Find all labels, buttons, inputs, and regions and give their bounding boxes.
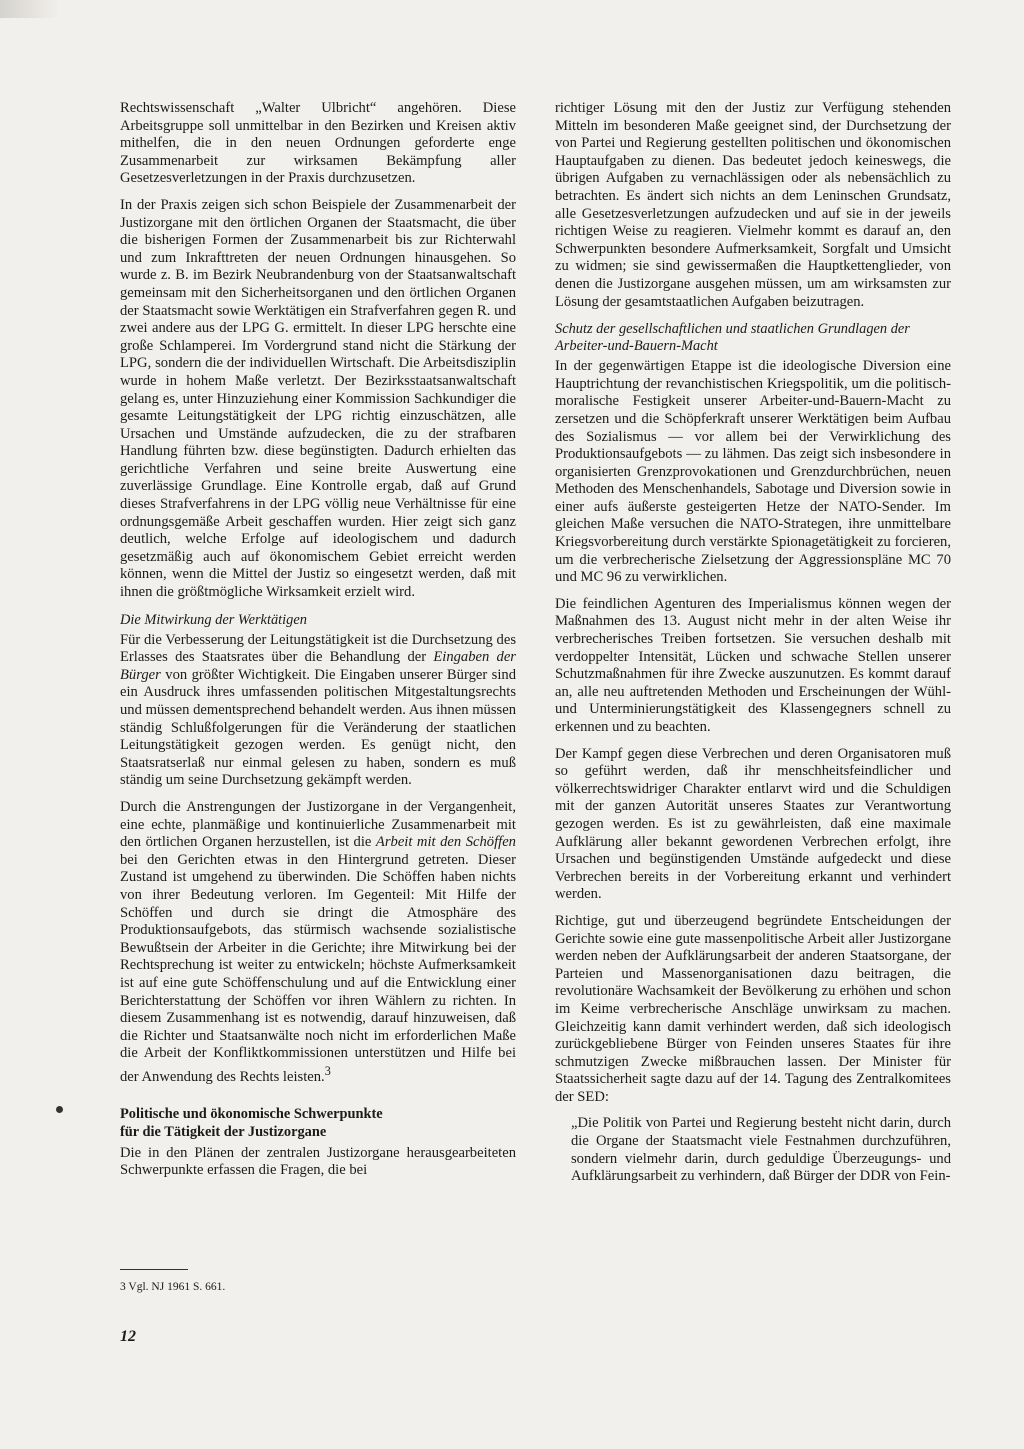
scan-dot <box>56 1106 63 1113</box>
section-heading: Die Mitwirkung der Werktätigen <box>120 611 307 628</box>
footnote-reference: 3 <box>324 1063 331 1078</box>
paragraph: Richtige, gut und überzeugend begründete Entscheidungen der Gerichte sowie eine gute massenpolitische Arbeit aller Justizorgane werden neben der Aufklärungsarbeit der anderen Staatsorgane, der Parteien und Massenorganisationen dazu beitragen, die revolutionäre Wachsamkeit der Bevölkerung zu erhöhen und schon im Keime verbrecherische Anschläge unwirksam zu machen. Gleichzeitig kann damit verhindert werden, daß sich ideologisch zurückgebliebene Bürger von Feinden unseres Staates für ihre schmutzigen Zwecke mißbrauchen lassen. Der Minister für Staatssicherheit sagte dazu auf der 14. Tagung des Zentralkomitees der SED: <box>555 912 951 1105</box>
paragraph: Der Kampf gegen diese Verbrechen und deren Organisatoren muß so geführt werden, daß ihr menschheitsfeindlicher und völkerrechtswidriger Charakter entlarvt wird und die Schuldigen mit der ganzen Autorität unseres Staates zur Verantwortung gezogen werden. Es ist zu gewährleisten, daß eine maximale Aufklärung aller bekannt gewordenen Verbrechen erfolgt, ihre Ursachen und begünstigenden Umstände aufgedeckt und diese Verbrechen bereits in der Vorbereitung erkannt und verhindert werden. <box>555 745 951 903</box>
paragraph: In der Praxis zeigen sich schon Beispiele der Zusammenarbeit der Justizorgane mit den örtlichen Organen der Staatsmacht, die über die bisherigen Formen der Zusammenarbeit bis zur Richterwahl und zum Inkrafttreten der neuen Ordnungen hinausgehen. So wurde z. B. im Bezirk Neubrandenburg von der Staatsanwaltschaft gemeinsam mit den Sicherheitsorganen und den örtlichen Organen der Staatsmacht sowie Werktätigen ein Strafverfahren gegen R. und zwei andere aus der LPG G. ermittelt. In dieser LPG herschte eine große Schlamperei. Im Vordergrund stand nicht die Stärkung der LPG, sondern die der individuellen Wirtschaft. Die Arbeitsdisziplin wurde in hohem Maße verletzt. Der Bezirksstaatsanwaltschaft gelang es, unter Hinzuziehung einer Kommission Sachkundiger die gesamte Leitungstätigkeit der LPG richtig einzuschätzen, alle Ursachen und Umstände aufzudecken, die zu der strafbaren Handlung führten bzw. diese begünstigten. Dadurch erhielten das gerichtliche Verfahren und seine breite Auswertung eine zuverlässige Grundlage. Eine Kontrolle ergab, daß auf Grund dieses Strafverfahrens in der LPG völlig neue Verhältnisse für eine ordnungsgemäße Arbeit geschaffen wurden. Hier zeigt sich ganz deutlich, welche Erfolge auf ideologischem und dadurch gesetzmäßig auch auf ökonomischem Gebiet erreicht werden können, wenn die Mittel der Justiz so eingesetzt werden, daß mit ihnen die größtmögliche Wirksamkeit erzielt wird. <box>120 196 516 601</box>
text-run: Durch die Anstrengungen der Justizorgane in der Vergangenheit, eine echte, planmäßige und kontinuierliche Zusammenarbeit mit den örtlichen Organen herzustellen, ist die <box>120 798 516 851</box>
heading-line: für die Tätigkeit der Justizorgane <box>120 1123 327 1140</box>
paragraph: In der gegenwärtigen Etappe ist die ideologische Diversion eine Hauptrichtung der revanchistischen Kriegspolitik, um die politisch-moralische Festigkeit unserer Arbeiter-und-Bauern-Macht zu zersetzen und die Schöpferkraft unserer Werktätigen beim Aufbau des Sozialismus — vor allem bei der Verwirklichung des Produktionsaufgebots — zu lähmen. Das zeigt sich insbesondere in organisierten Grenzprovokationen und Grenzdurchbrüchen, neuen Methoden des Menschenhandels, Sabotage und Diversion sowie in einer aufs äußerste gesteigerten Hetze der NATO-Sender. Im gleichen Maße versuchen die NATO-Strategen, ihre unmittelbare Kriegsvorbereitung durch verstärkte Spionagetätigkeit zu forcieren, um die verbrecherische Zielsetzung der Aggressionspläne MC 70 und MC 96 zu verwirklichen. <box>555 358 951 586</box>
text-run: Für die Verbesserung der Leitungstätigkeit ist die Durchsetzung des Erlasses des Staatsrates über die Behandlung der <box>120 631 516 666</box>
paragraph: Rechtswissenschaft „Walter Ulbricht“ angehören. Diese Arbeitsgruppe soll unmittelbar in den Bezirken und Kreisen aktiv mithelfen, die in den neuen Ordnungen geforderte enge Zusammenarbeit zur wirksamen Bekämpfung aller Gesetzesverletzungen in der Praxis durchzusetzen. <box>120 100 516 187</box>
emphasis: Arbeit mit den Schöffen <box>375 834 516 851</box>
paragraph: richtiger Lösung mit den der Justiz zur Verfügung stehenden Mitteln im besonderen Maße geeignet sind, der Durchsetzung der von Partei und Regierung gestellten politischen und ökonomischen Hauptaufgaben zu dienen. Das bedeutet jedoch keineswegs, die übrigen Aufgaben zu vernachlässigen oder als nebensächlich zu betrachten. Es ändert sich nichts an dem Leninschen Grundsatz, alle Gesetzesverletzungen aufzudecken und auf sie in der jeweils richtigen Weise zu reagieren. Vielmehr kommt es darauf an, den Schwerpunkten besondere Aufmerksamkeit, Sorgfalt und Umsicht zu widmen; sie sind gewissermaßen die Hauptkettenglieder, von denen die Justizorgane ausgehen müssen, um am wirksamsten zur Lösung der gesamtstaatlichen Aufgaben beizutragen. <box>555 100 951 310</box>
right-column <box>555 100 951 1186</box>
emphasis: Eingaben der Bürger <box>120 649 516 683</box>
paragraph <box>120 799 516 1086</box>
text-run: bei den Gerichten etwas in den Hintergrund getreten. Dieser Zustand ist umgehend zu überwinden. Die Schöffen haben nichts von ihrer Bedeutung verloren. Im Gegenteil: Mit Hilfe der Schöffen und durch sie dringt die Atmosphäre des Produktionsaufgebots, das stürmisch wachsende sozialistische Bewußtsein der Arbeiter in die Gerichte; ihre Mitwirkung bei der Rechtsprechung ist weiter zu entwickeln; höchste Aufmerksamkeit ist auf eine gute Schöffenschulung und auf die Entwicklung einer Berichterstattung der Schöffen vor ihren Wählern zu richten. In diesem Zusammenhang ist es notwendig, darauf hinzuweisen, daß die Richter und Staatsanwälte noch nicht im erforderlichen Maße die Arbeit der Konfliktkommissionen unterstützen und Hilfe bei der Anwendung des Rechts leisten. <box>120 851 516 1085</box>
heading-line: Politische und ökonomische Schwerpunkte <box>120 1106 383 1123</box>
scan-artifact <box>0 0 60 18</box>
section-heading: Schutz der gesellschaftlichen und staatlichen Grundlagen der Arbeiter-und-Bauern-Macht <box>555 321 910 355</box>
paragraph: Die in den Plänen der zentralen Justizorgane herausgearbeiteten Schwerpunkte erfassen die Fragen, die bei <box>120 1144 516 1179</box>
section-heading-bold <box>120 1106 516 1141</box>
footnote-divider <box>120 1269 188 1270</box>
left-column <box>120 100 516 1189</box>
paragraph <box>120 632 516 790</box>
quotation: „Die Politik von Partei und Regierung besteht nicht darin, durch die Organe der Staatsmacht viele Festnahmen durchzuführen, sondern vielmehr darin, durch geduldige Überzeugungs- und Aufklärungsarbeit zu verhindern, daß Bürger der DDR von Fein- <box>571 1115 951 1185</box>
footnote: 3 Vgl. NJ 1961 S. 661. <box>120 1281 226 1293</box>
paragraph: Die feindlichen Agenturen des Imperialismus können wegen der Maßnahmen des 13. August nicht mehr in der alten Weise ihr verbrecherisches Treiben fortsetzen. Sie versuchen deshalb mit verdoppelter Intensität, Lücken und schwache Stellen unserer Schutzmaßnahmen für ihre Zwecke auszunutzen. Es kommt darauf an, alle neu auftretenden Methoden und Erscheinungen der Wühl- und Unterminierungstätigkeit des Klassengegners schnell zu erkennen und zu beachten. <box>555 595 951 735</box>
page-number: 12 <box>120 1328 136 1345</box>
text-run: von größter Wichtigkeit. Die Eingaben unserer Bürger sind ein Ausdruck ihres umfassenden politischen Mitgestaltungsrechts und müssen dementsprechend behandelt werden. Aus ihnen müssen ständig Schlußfolgerungen für die Veränderung der staatlichen Leitungstätigkeit gezogen werden. Es genügt nicht, den Staatsratserlaß nur einmal gelesen zu haben, sondern es muß ständig um seine Durchsetzung gekämpft werden. <box>120 666 516 789</box>
